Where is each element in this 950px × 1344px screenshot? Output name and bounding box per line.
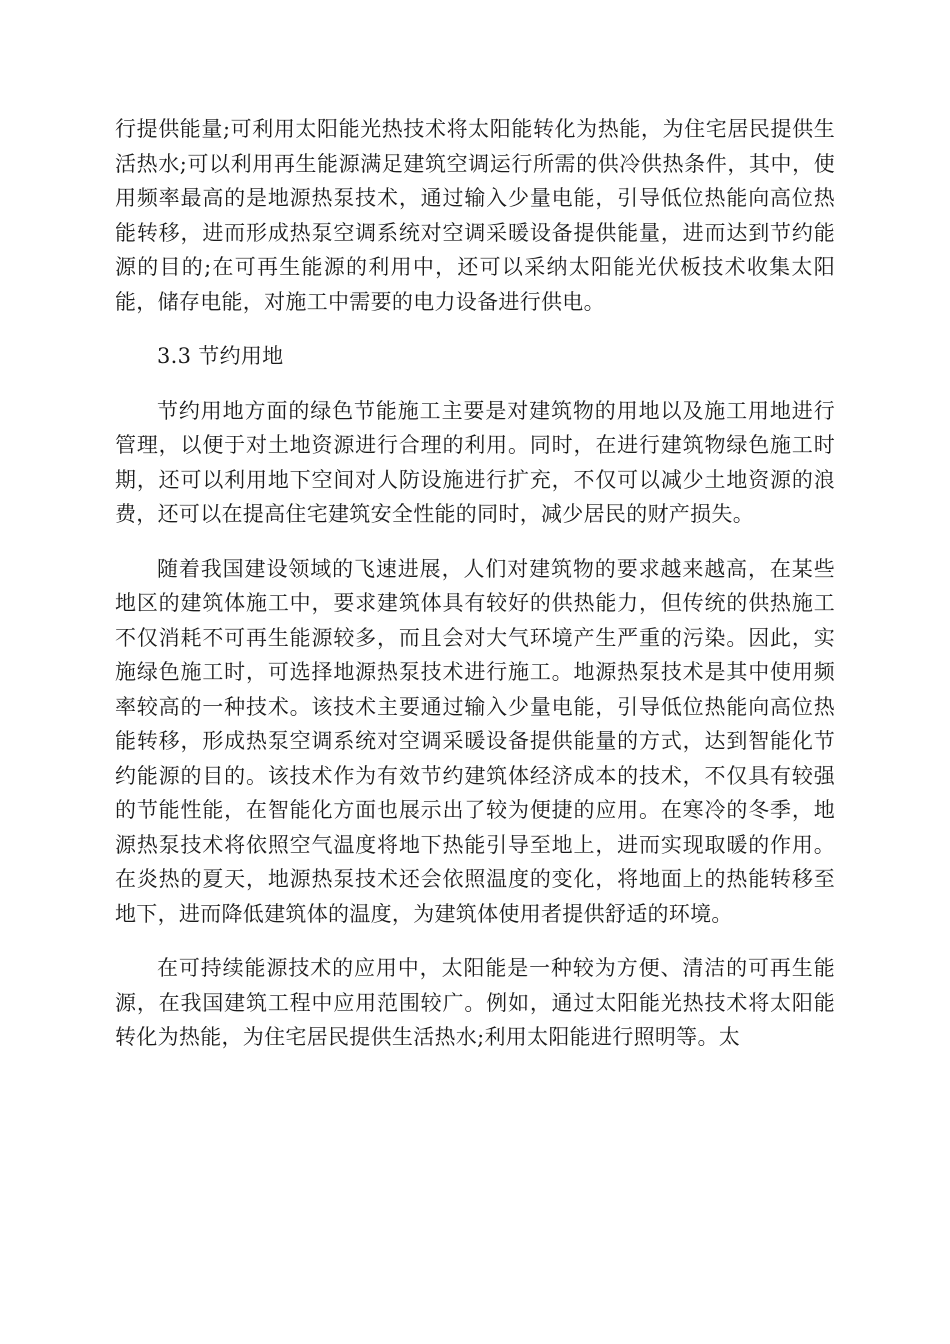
paragraph-solar-energy: 在可持续能源技术的应用中，太阳能是一种较为方便、清洁的可再生能源，在我国建筑工程中应用范围较广。例如，通过太阳能光热技术将太阳能转化为热能，为住宅居民提供生活热水;利用太阳能进行照明等。太 <box>115 956 835 1049</box>
section-heading: 3.3 节约用地 <box>157 344 284 368</box>
document-body <box>115 112 835 1075</box>
paragraph-continued: 行提供能量;可利用太阳能光热技术将太阳能转化为热能，为住宅居民提供生活热水;可以利用再生能源满足建筑空调运行所需的供冷供热条件，其中，使用频率最高的是地源热泵技术，通过输入少量电能，引导低位热能向高位热能转移，进而形成热泵空调系统对空调采暖设备提供能量，进而达到节约能源的目的;在可再生能源的利用中，还可以采纳太阳能光伏板技术收集太阳能，储存电能，对施工中需要的电力设备进行供电。 <box>115 117 835 314</box>
paragraph-ground-source-heat-pump: 随着我国建设领域的飞速进展，人们对建筑物的要求越来越高，在某些地区的建筑体施工中，要求建筑体具有较好的供热能力，但传统的供热施工不仅消耗不可再生能源较多，而且会对大气环境产生严重的污染。因此，实施绿色施工时，可选择地源热泵技术进行施工。地源热泵技术是其中使用频率较高的一种技术。该技术主要通过输入少量电能，引导低位热能向高位热能转移，形成热泵空调系统对空调采暖设备提供能量的方式，达到智能化节约能源的目的。该技术作为有效节约建筑体经济成本的技术，不仅具有较强的节能性能，在智能化方面也展示出了较为便捷的应用。在寒冷的冬季，地源热泵技术将依照空气温度将地下热能引导至地上，进而实现取暖的作用。在炎热的夏天，地源热泵技术还会依照温度的变化，将地面上的热能转移至地下，进而降低建筑体的温度，为建筑体使用者提供舒适的环境。 <box>115 556 835 926</box>
paragraph-land-saving: 节约用地方面的绿色节能施工主要是对建筑物的用地以及施工用地进行管理，以便于对土地资源进行合理的利用。同时，在进行建筑物绿色施工时期，还可以利用地下空间对人防设施进行扩充，不仅可以减少土地资源的浪费，还可以在提高住宅建筑安全性能的同时，减少居民的财产损失。 <box>115 398 835 526</box>
